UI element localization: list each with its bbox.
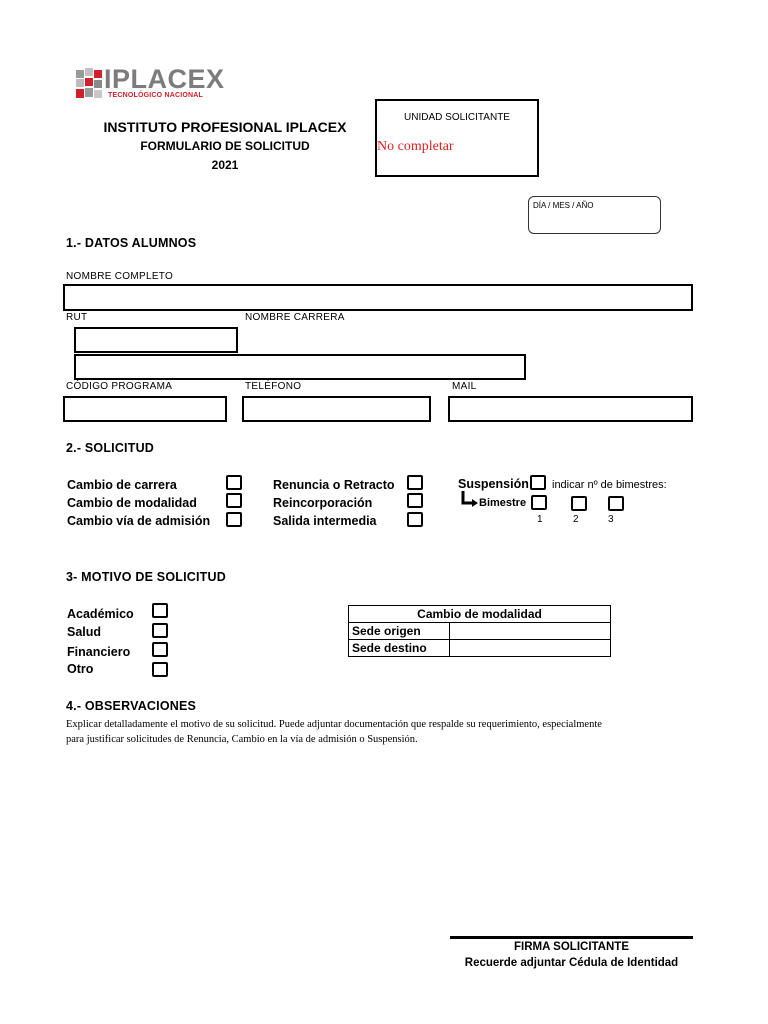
cambio-modalidad-table bbox=[348, 605, 611, 657]
logo-mark-icon bbox=[76, 68, 104, 100]
sede-destino-label: Sede destino bbox=[349, 640, 450, 657]
signature-line bbox=[450, 936, 693, 939]
nombre-carrera-label: NOMBRE CARRERA bbox=[245, 312, 345, 323]
form-year: 2021 bbox=[211, 158, 239, 172]
option-salud: Salud bbox=[67, 625, 102, 639]
date-label: DÍA / MES / AÑO bbox=[533, 201, 594, 210]
option-renuncia-retracto: Renuncia o Retracto bbox=[273, 478, 395, 492]
checkbox-cambio-carrera[interactable] bbox=[226, 475, 242, 490]
table-row bbox=[349, 606, 611, 623]
sede-origen-label: Sede origen bbox=[349, 623, 450, 640]
option-academico: Académico bbox=[67, 607, 134, 621]
checkbox-salida-intermedia[interactable] bbox=[407, 512, 423, 527]
option-cambio-modalidad: Cambio de modalidad bbox=[67, 496, 197, 510]
option-cambio-carrera: Cambio de carrera bbox=[67, 478, 177, 492]
logo-name: IPLACEX bbox=[104, 64, 225, 94]
section-4-title: 4.- OBSERVACIONES bbox=[66, 699, 197, 713]
checkbox-otro[interactable] bbox=[152, 662, 168, 677]
arrow-right-icon bbox=[460, 490, 480, 508]
sede-destino-field[interactable] bbox=[450, 640, 611, 657]
no-completar-note: No completar bbox=[377, 139, 454, 154]
checkbox-suspension[interactable] bbox=[530, 475, 546, 490]
option-cambio-via-admision: Cambio vía de admisión bbox=[67, 514, 211, 528]
option-salida-intermedia: Salida intermedia bbox=[273, 514, 377, 528]
iplacex-logo bbox=[76, 64, 226, 102]
firma-solicitante-label: FIRMA SOLICITANTE bbox=[514, 941, 629, 953]
section-2-title: 2.- SOLICITUD bbox=[66, 441, 155, 455]
checkbox-cambio-modalidad[interactable] bbox=[226, 493, 242, 508]
cedula-reminder: Recuerde adjuntar Cédula de Identidad bbox=[464, 957, 679, 969]
checkbox-reincorporacion[interactable] bbox=[407, 493, 423, 508]
checkbox-bimestre-2[interactable] bbox=[571, 496, 587, 511]
observaciones-instructions-2: para justificar solicitudes de Renuncia, Cambio en la vía de admisión o Suspensión. bbox=[66, 734, 418, 745]
checkbox-cambio-via-admision[interactable] bbox=[226, 512, 242, 527]
unidad-solicitante-label: UNIDAD SOLICITANTE bbox=[404, 112, 510, 123]
bimestre-num-2: 2 bbox=[573, 514, 579, 525]
mail-field[interactable] bbox=[448, 396, 693, 422]
checkbox-financiero[interactable] bbox=[152, 642, 168, 657]
logo-tagline: TECNOLÓGICO NACIONAL bbox=[108, 92, 203, 99]
option-otro: Otro bbox=[67, 662, 94, 676]
form-title: INSTITUTO PROFESIONAL IPLACEX bbox=[103, 119, 347, 135]
checkbox-bimestre-3[interactable] bbox=[608, 496, 624, 511]
form-subtitle: FORMULARIO DE SOLICITUD bbox=[140, 139, 310, 153]
option-financiero: Financiero bbox=[67, 645, 131, 659]
rut-label: RUT bbox=[66, 312, 88, 323]
checkbox-bimestre-1[interactable] bbox=[531, 495, 547, 510]
section-3-title: 3- MOTIVO DE SOLICITUD bbox=[66, 570, 226, 584]
checkbox-academico[interactable] bbox=[152, 603, 168, 618]
observaciones-instructions-1: Explicar detalladamente el motivo de su solicitud. Puede adjuntar documentación que respalde su requerimiento, especialmente bbox=[66, 719, 602, 730]
mail-label: MAIL bbox=[452, 381, 477, 392]
rut-field[interactable] bbox=[74, 327, 238, 353]
sede-origen-field[interactable] bbox=[450, 623, 611, 640]
unidad-solicitante-box bbox=[375, 99, 539, 177]
table-header: Cambio de modalidad bbox=[349, 606, 611, 623]
codigo-programa-field[interactable] bbox=[63, 396, 227, 422]
option-reincorporacion: Reincorporación bbox=[273, 496, 373, 510]
indicar-bimestres-text: indicar nº de bimestres: bbox=[552, 479, 667, 491]
codigo-programa-label: CÓDIGO PROGRAMA bbox=[66, 381, 173, 392]
nombre-completo-label: NOMBRE COMPLETO bbox=[66, 271, 174, 282]
table-row bbox=[349, 640, 611, 657]
section-1-title: 1.- DATOS ALUMNOS bbox=[66, 236, 197, 250]
option-suspension: Suspensión bbox=[458, 477, 529, 491]
nombre-completo-field[interactable] bbox=[63, 284, 693, 311]
checkbox-salud[interactable] bbox=[152, 623, 168, 638]
bimestre-label: Bimestre bbox=[479, 497, 527, 509]
telefono-field[interactable] bbox=[242, 396, 431, 422]
date-field[interactable] bbox=[528, 196, 661, 234]
table-row bbox=[349, 623, 611, 640]
nombre-carrera-field[interactable] bbox=[74, 354, 526, 380]
telefono-label: TELÉFONO bbox=[245, 381, 302, 392]
bimestre-num-3: 3 bbox=[608, 514, 614, 525]
bimestre-num-1: 1 bbox=[537, 514, 543, 525]
checkbox-renuncia-retracto[interactable] bbox=[407, 475, 423, 490]
